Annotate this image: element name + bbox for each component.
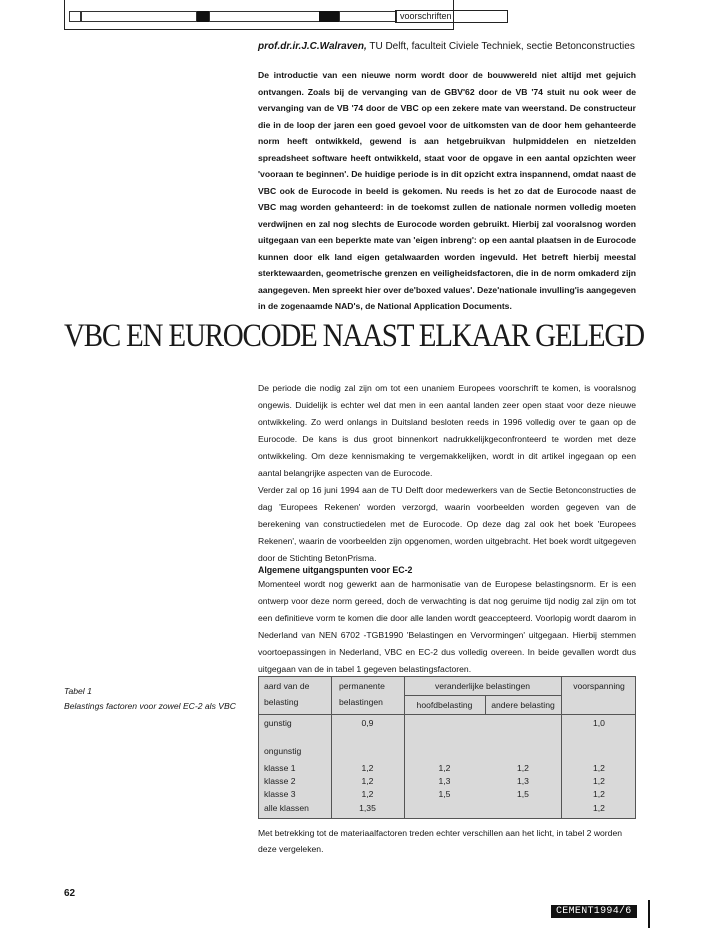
body-paragraph-1: De periode die nodig zal zijn om tot een unaniem Europees voorschrift te komen, is vooralsnog ongewis. Duidelijk is echter wel dat men in een aantal landen zeer open staat voor deze nieuwe ontwikkeling. Zo werd onlangs in Duitsland besloten reeds in 1996 volledig over te gaan op de Eurocode. De kans is dus groot binnenkort nadrukkelijkgeconfronteerd te worden met deze ontwikkeling. Om deze kennismaking te vergemakkelijken, wordt in dit artikel ingegaan op een aantal belangrijke aspecten van de Eurocode. [258,383,636,478]
footer-rule [648,900,650,928]
after-table-paragraph: Met betrekking tot de materiaalfactoren treden echter verschillen aan het licht, in tabel 2 worden deze vergeleken. [258,828,623,854]
cell-prestress: 1,0 [593,718,605,728]
table-caption-description: Belastings factoren voor zowel EC-2 als VBC [64,700,236,711]
cell-permanent: 1,2 [361,789,374,799]
author-affiliation: TU Delft, faculteit Civiele Techniek, sectie Betonconstructies [366,41,635,52]
header-load-type-line2: belasting [264,697,299,707]
byline [258,40,636,54]
row-label: gunstig [264,718,292,728]
row-label: klasse 3 [264,789,296,799]
cell-permanent: 0,9 [361,718,374,728]
body-text-block [258,380,636,567]
cell-prestress: 1,2 [593,776,605,786]
issue-badge: CEMENT1994/6 [551,905,637,918]
row-label: klasse 1 [264,763,296,773]
cell-other-load: 1,5 [517,789,529,799]
article-headline: VBC EN EUROCODE NAAST ELKAAR GELEGD [64,318,644,354]
header-permanent-line1: permanente [339,681,385,691]
table-caption-title: Tabel 1 [64,686,92,696]
intro-paragraph: De introductie van een nieuwe norm wordt door de bouwwereld niet altijd met gejuich ontvangen. Zoals bij de vervanging van de GBV'62 door de VB '74 stuit nu ook weer de vervanging van de VB '74 door de VBC op een zekere mate van weerstand. De constructeur die in de loop der jaren een goed gevoel voor de uitkomsten van de door hem gehanteerde norm heeft ontwikkeld, gewend is aan hetgebruikvan hulpmiddelen en nietzelden spreadsheet software heeft ontwikkeld, staat voor de opgave in een aantal opzichten weer 'vooraan te beginnen'. De huidige periode is in dit opzicht extra inspannend, omdat naast de VBC ook de Eurocode in beeld is gekomen. Nu reeds is het zo dat de Eurocode naast de VBC mag worden gehanteerd: in de toekomst zullen de nationale normen volledig moeten verdwijnen en zal nog slechts de Eurocode worden gebruikt. Hierbij zal vooralsnog worden uitgegaan van een beperkte mate van 'eigen inbreng': op een aantal plaatsen in de Eurocode kunnen door elk land eigen getalwaarden worden ingevuld. Het betreft hierbij meestal sterktewaarden, geometrische grenzen en veiligheidsfactoren, die in de norm omkaderd zijn aangegeven. Men spreekt hier over de'boxed values'. Deze'nationale invulling'is aangegeven in de zogenaamde NAD's, de National Application Documents. [258,70,636,311]
section-header-bar [64,0,454,30]
load-factor-table [258,676,636,819]
header-main-load: hoofdbelasting [416,700,473,710]
cell-main-load: 1,2 [438,763,451,773]
cell-permanent: 1,2 [361,776,374,786]
section-label: voorschriften [395,10,508,23]
table-grid-line [404,695,561,696]
header-load-type [264,680,309,708]
header-bar-block [197,11,209,22]
row-label: ongunstig [264,746,302,756]
header-variable-group: veranderlijke belastingen [434,681,531,691]
header-prestress: voorspanning [573,681,625,691]
header-bar-block [69,11,81,22]
table-caption [64,684,254,713]
cell-main-load: 1,5 [438,789,451,799]
header-other-load: andere belasting [491,700,555,710]
page-number: 62 [64,888,76,899]
section-subheading: Algemene uitgangspunten voor EC-2 [258,565,413,575]
cell-prestress: 1,2 [593,763,605,773]
cell-permanent: 1,2 [361,763,374,773]
table-grid-line [259,714,635,715]
cell-other-load: 1,3 [517,776,529,786]
cell-other-load: 1,2 [517,763,529,773]
row-label: alle klassen [264,803,309,813]
header-bar-segment [209,11,327,22]
cell-permanent: 1,35 [359,803,376,813]
header-permanent-line2: belastingen [339,697,383,707]
author-name: prof.dr.ir.J.C.Walraven, [258,41,367,52]
header-load-type-line1: aard van de [264,681,310,691]
cell-prestress: 1,2 [593,803,605,813]
cell-main-load: 1,3 [438,776,451,786]
header-bar-segment [339,11,397,22]
body-paragraph-2: Verder zal op 16 juni 1994 aan de TU Delft door medewerkers van de Sectie Betonconstructies de dag 'Europees Rekenen' worden verzorgd, waarin voorbeelden worden gegeven van de berekening van constructiedelen met de Eurocode. Op deze dag zal ook het boek 'Europees Rekenen', waarin de voorbeelden zijn opgenomen, worden uitgebracht. Het boek wordt uitgegeven door de Stichting BetonPrisma. [258,485,636,563]
body-paragraph-3: Momenteel wordt nog gewerkt aan de harmonisatie van de Europese belastingsnorm. Er is een ontwerp voor deze norm gereed, doch de verwachting is dat nog geruime tijd nodig zal zijn om tot een definitieve vorm te komen die door alle landen wordt geaccepteerd. Voorlopig wordt daarom in Nederland van NEN 6702 -TGB1990 'Belastingen en Vervormingen' uitgegaan. Hierbij stemmen voortoepassingen in Nederland, VBC en EC-2 dus volledig overeen. In beide gevallen wordt dus uitgegaan van de in tabel 1 gegeven belastingsfactoren. [258,579,636,674]
cell-prestress: 1,2 [593,789,605,799]
header-bar-block [319,11,331,22]
header-permanent [339,680,385,708]
header-bar-segment [81,11,197,22]
row-label: klasse 2 [264,776,296,786]
